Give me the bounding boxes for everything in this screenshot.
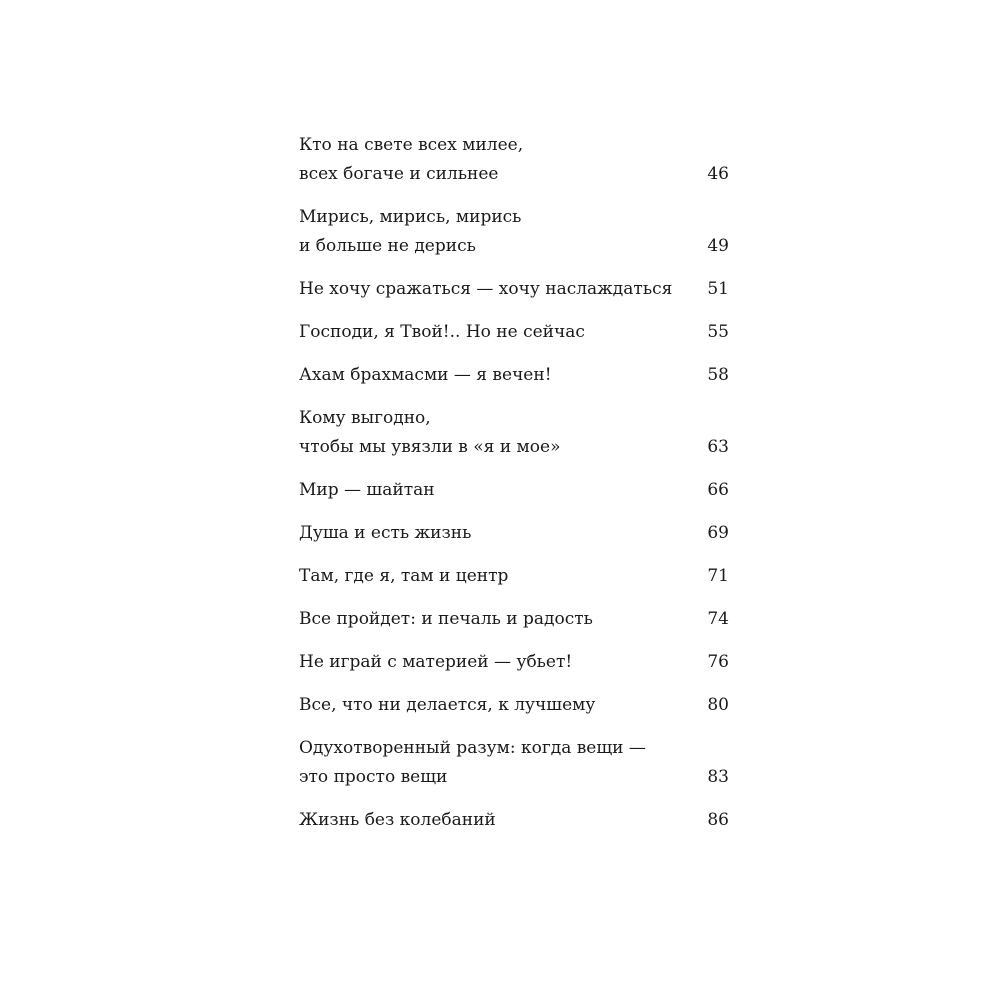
toc-entry-title-line: Все, что ни делается, к лучшему — [299, 695, 596, 715]
toc-entry-title-line: Не играй с материей — убьет! — [299, 652, 573, 672]
toc-entry-page-number: 86 — [707, 810, 729, 830]
toc-entry-title-line: это просто вещи — [299, 767, 448, 787]
toc-entry — [299, 691, 729, 720]
toc-entry-title — [299, 275, 729, 304]
toc-entry-title-line: Жизнь без колебаний — [299, 810, 496, 830]
toc-entry — [299, 275, 729, 304]
toc-entry — [299, 203, 729, 261]
toc-entry-title — [299, 734, 729, 792]
toc-entry-title — [299, 519, 729, 548]
toc-entry — [299, 734, 729, 792]
toc-entry-page-number: 46 — [707, 164, 729, 184]
toc-entry-title-line: Кто на свете всех милее, — [299, 135, 524, 155]
toc-entry-page-number: 66 — [707, 480, 729, 500]
toc-entry-title-line: Не хочу сражаться — хочу наслаждаться — [299, 279, 673, 299]
toc-entry — [299, 318, 729, 347]
toc-entry-title — [299, 648, 729, 677]
toc-entry-title — [299, 562, 729, 591]
toc-entry — [299, 519, 729, 548]
toc-entry-title — [299, 361, 729, 390]
toc-entry-title — [299, 131, 729, 189]
toc-entry-title — [299, 476, 729, 505]
toc-entry-title — [299, 691, 729, 720]
toc-entry-title — [299, 404, 729, 462]
toc-entry-title-line: всех богаче и сильнее — [299, 164, 499, 184]
toc-entry-title — [299, 806, 729, 835]
toc-entry — [299, 131, 729, 189]
toc-entry-page-number: 55 — [707, 322, 729, 342]
toc-entry — [299, 476, 729, 505]
toc-entry-title-line: Там, где я, там и центр — [299, 566, 509, 586]
toc-entry-title-line: Господи, я Твой!.. Но не сейчас — [299, 322, 585, 342]
toc-entry — [299, 648, 729, 677]
toc-entry-page-number: 58 — [707, 365, 729, 385]
toc-entry-page-number: 76 — [707, 652, 729, 672]
table-of-contents — [299, 131, 729, 849]
toc-entry-page-number: 83 — [707, 767, 729, 787]
toc-entry — [299, 562, 729, 591]
toc-entry-page-number: 80 — [707, 695, 729, 715]
toc-entry-title — [299, 605, 729, 634]
toc-entry — [299, 806, 729, 835]
toc-entry-page-number: 71 — [707, 566, 729, 586]
toc-entry-page-number: 51 — [707, 279, 729, 299]
toc-entry-title — [299, 318, 729, 347]
toc-entry-title-line: чтобы мы увязли в «я и мое» — [299, 437, 561, 457]
toc-entry-title-line: и больше не дерись — [299, 236, 476, 256]
toc-entry-title-line: Все пройдет: и печаль и радость — [299, 609, 593, 629]
toc-entry-title-line: Ахам брахмасми — я вечен! — [299, 365, 552, 385]
toc-entry — [299, 361, 729, 390]
toc-entry-page-number: 69 — [707, 523, 729, 543]
toc-entry — [299, 605, 729, 634]
toc-entry-page-number: 74 — [707, 609, 729, 629]
toc-entry-title-line: Одухотворенный разум: когда вещи — — [299, 738, 646, 758]
toc-entry-page-number: 63 — [707, 437, 729, 457]
toc-entry-title-line: Душа и есть жизнь — [299, 523, 472, 543]
toc-entry — [299, 404, 729, 462]
toc-entry-page-number: 49 — [707, 236, 729, 256]
toc-entry-title-line: Кому выгодно, — [299, 408, 431, 428]
toc-entry-title — [299, 203, 729, 261]
toc-entry-title-line: Мирись, мирись, мирись — [299, 207, 522, 227]
toc-entry-title-line: Мир — шайтан — [299, 480, 435, 500]
